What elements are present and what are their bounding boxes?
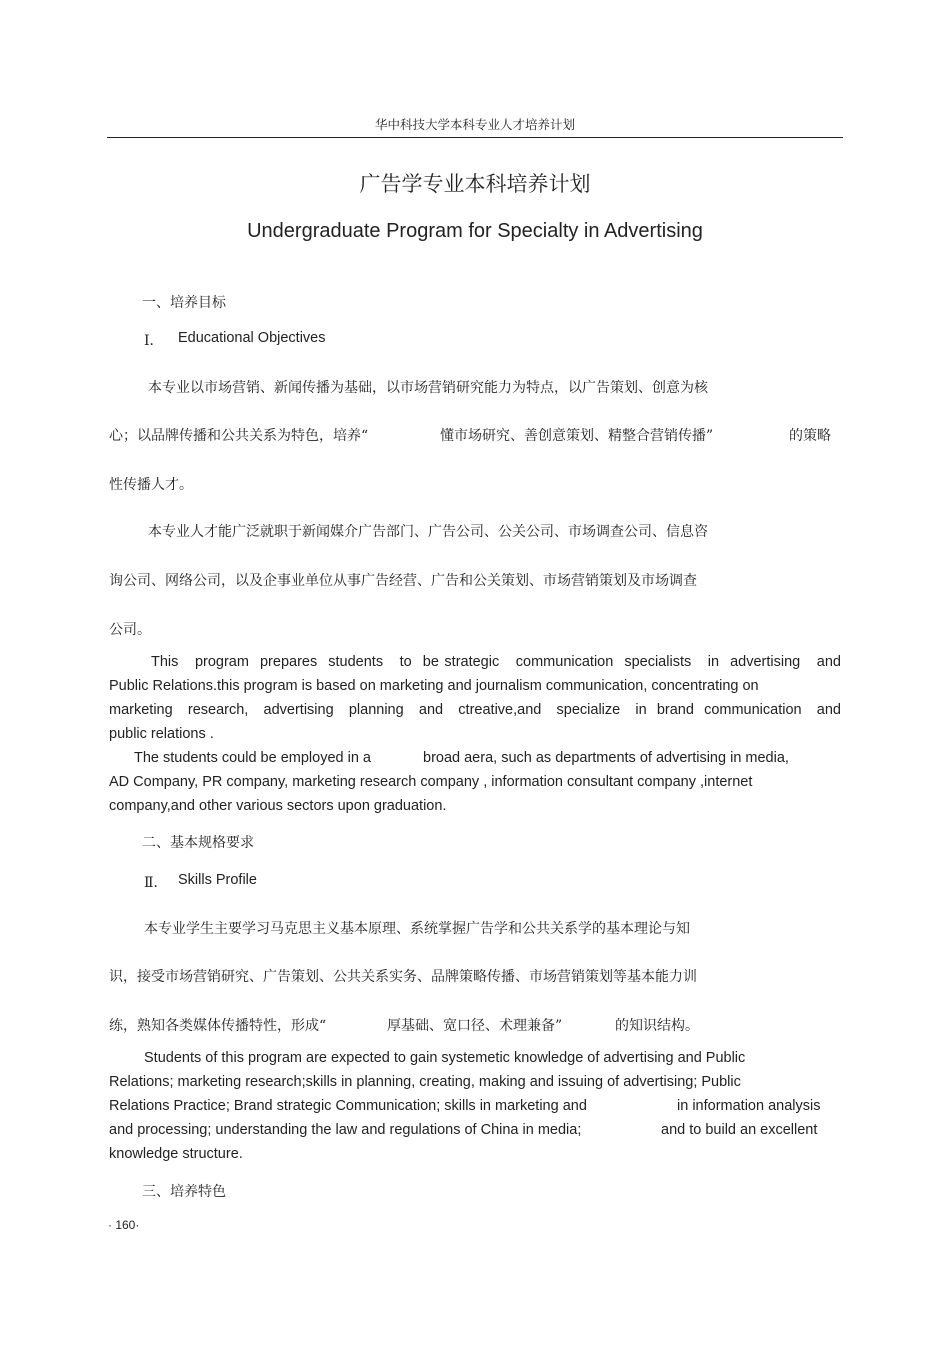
- objectives-para1-line3: 性传播人才。: [109, 477, 193, 493]
- objectives-en-para1-line2: Public Relations.this program is based on marketing and journalism communication, concentrating on: [109, 678, 759, 694]
- objectives-para1-line1: 本专业以市场营销、新闻传播为基础，以市场营销研究能力为特点，以广告策划、创意为核: [148, 380, 708, 396]
- skills-en-line1: Students of this program are expected to gain systemetic knowledge of advertising and Public: [144, 1050, 746, 1066]
- skills-en-line4b: and to build an excellent: [661, 1122, 818, 1138]
- page-title-english: Undergraduate Program for Specialty in Advertising: [247, 220, 703, 242]
- page-number: · 160·: [108, 1218, 140, 1232]
- skills-para-line2: 识，接受市场营销研究、广告策划、公共关系实务、品牌策略传播、市场营销策划等基本能力训: [109, 969, 697, 985]
- skills-en-line3b: in information analysis: [677, 1098, 821, 1114]
- skills-en-line5: knowledge structure.: [109, 1146, 243, 1162]
- objectives-en-para2-line1a: The students could be employed in a: [134, 750, 371, 766]
- objectives-en-para1-line4: public relations .: [109, 726, 214, 742]
- section-number-2: Ⅱ．: [144, 875, 168, 891]
- skills-para-line3c: 的知识结构。: [615, 1018, 699, 1034]
- section-number-1: Ⅰ．: [144, 333, 164, 349]
- section-heading-skills-cn: 二、基本规格要求: [142, 835, 254, 851]
- objectives-para2-line1: 本专业人才能广泛就职于新闻媒介广告部门、广告公司、公关公司、市场调查公司、信息咨: [148, 524, 708, 540]
- objectives-en-para2-line2: AD Company, PR company, marketing research company , information consultant company ,internet: [109, 774, 753, 790]
- running-header: 华中科技大学本科专业人才培养计划: [374, 117, 575, 132]
- page-title-chinese: 广告学专业本科培养计划: [359, 172, 591, 196]
- section-heading-features-cn: 三、培养特色: [142, 1184, 226, 1200]
- objectives-en-para2-line1b: broad aera, such as departments of advertising in media,: [423, 750, 789, 766]
- section-heading-skills-en: Skills Profile: [178, 872, 257, 888]
- objectives-para1-line2b: 懂市场研究、善创意策划、精整合营销传播”: [440, 428, 714, 444]
- skills-en-line2: Relations; marketing research;skills in planning, creating, making and issuing of advertising; Public: [109, 1074, 741, 1090]
- objectives-en-para1-line1: This program prepares students to be strategic communication specialists in advertising and: [151, 654, 841, 670]
- objectives-para1-line2c: 的策略: [789, 428, 831, 444]
- skills-para-line1: 本专业学生主要学习马克思主义基本原理、系统掌握广告学和公共关系学的基本理论与知: [144, 921, 690, 937]
- objectives-para2-line2: 询公司、网络公司，以及企事业单位从事广告经营、广告和公关策划、市场营销策划及市场调查: [109, 573, 697, 589]
- objectives-para1-line2a: 心；以品牌传播和公共关系为特色，培养“: [109, 428, 369, 444]
- objectives-en-para1-line3: marketing research, advertising planning and ctreative,and specialize in brand communication and: [109, 702, 841, 718]
- header-rule: [107, 137, 843, 138]
- section-heading-objectives-en: Educational Objectives: [178, 330, 326, 346]
- skills-para-line3b: 厚基础、宽口径、术理兼备”: [387, 1018, 563, 1034]
- skills-en-line4a: and processing; understanding the law and regulations of China in media;: [109, 1122, 582, 1138]
- skills-para-line3a: 练，熟知各类媒体传播特性，形成“: [109, 1018, 327, 1034]
- objectives-en-para2-line3: company,and other various sectors upon graduation.: [109, 798, 447, 814]
- section-heading-objectives-cn: 一、培养目标: [142, 295, 226, 311]
- objectives-para2-line3: 公司。: [109, 622, 151, 638]
- skills-en-line3a: Relations Practice; Brand strategic Communication; skills in marketing and: [109, 1098, 587, 1114]
